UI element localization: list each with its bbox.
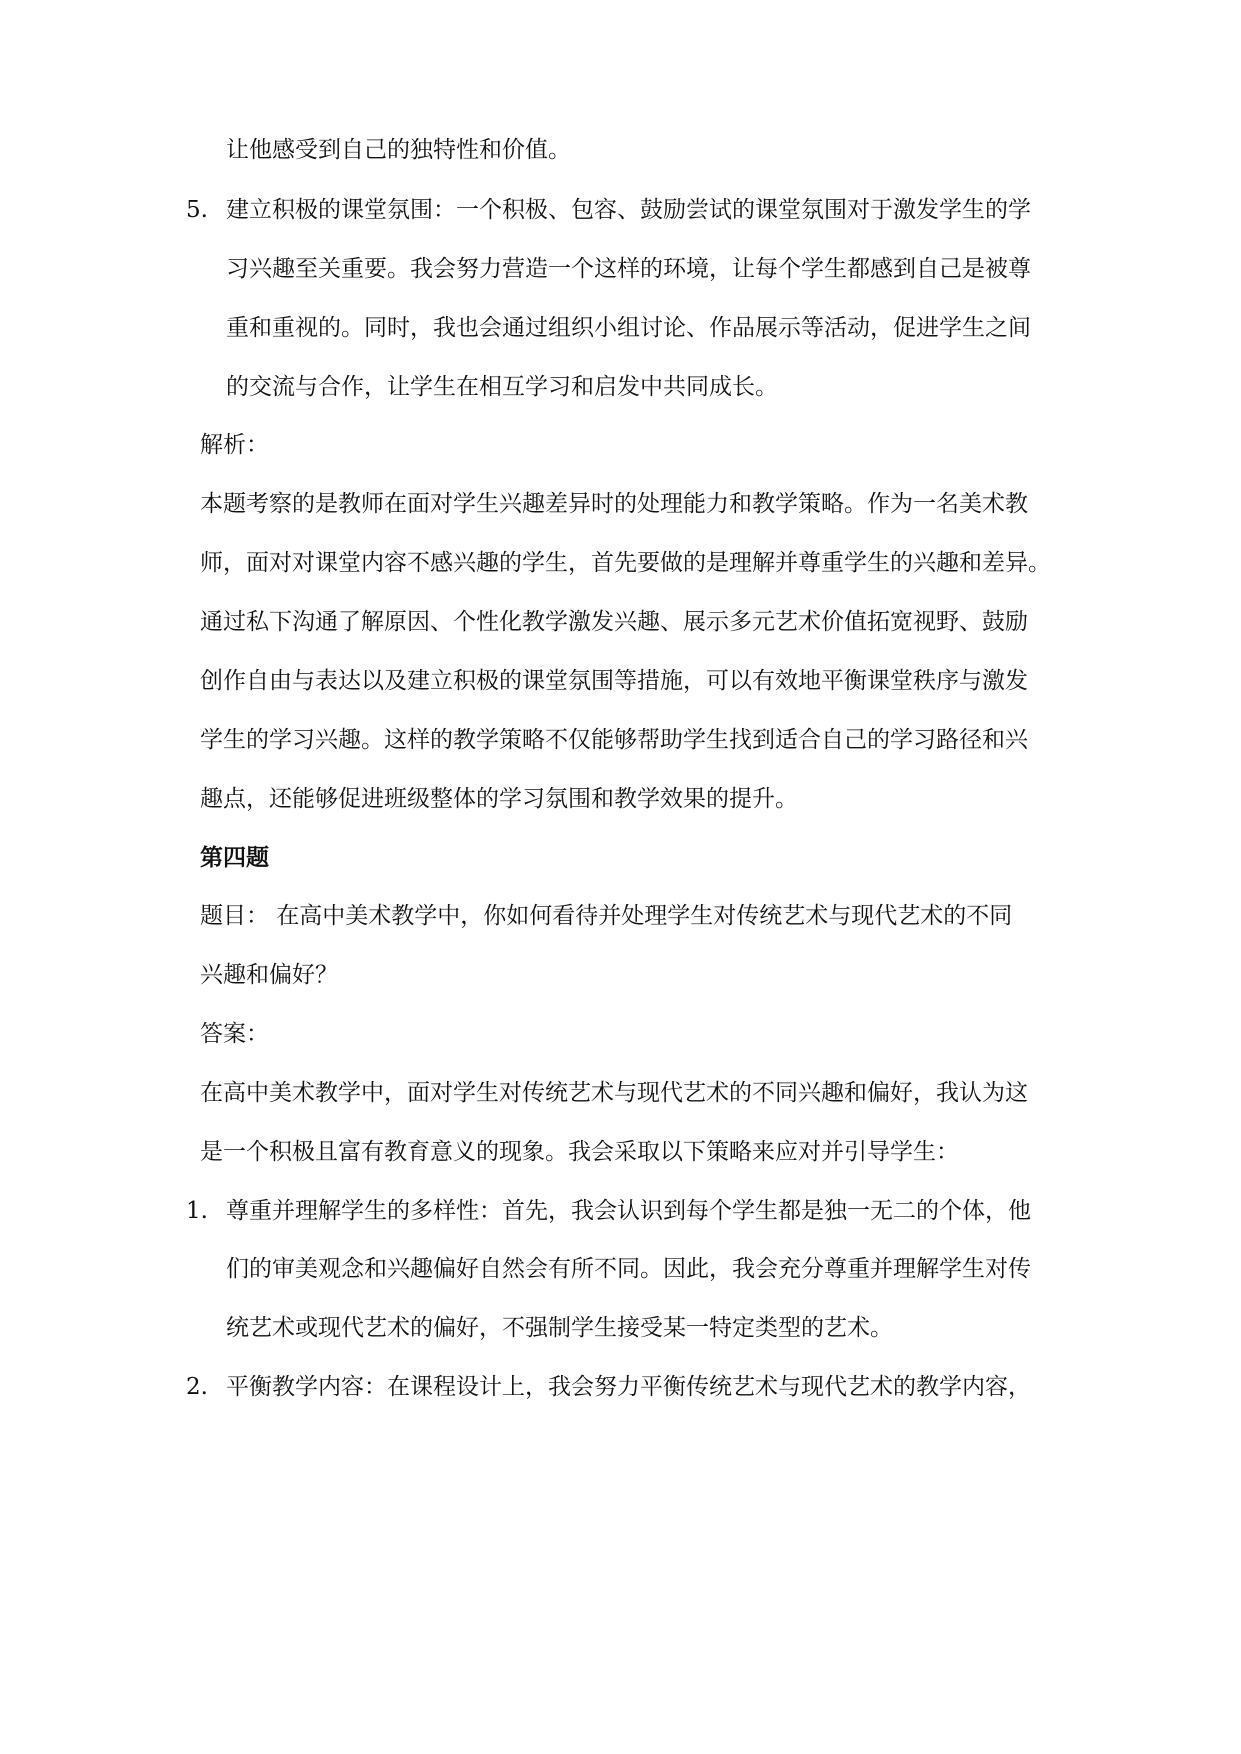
list-item-5-line: 习兴趣至关重要。我会努力营造一个这样的环境，让每个学生都感到自己是被尊 — [226, 256, 1031, 282]
answer-intro-line: 是一个积极且富有教育意义的现象。我会采取以下策略来应对并引导学生： — [200, 1139, 959, 1165]
analysis-line: 通过私下沟通了解原因、个性化教学激发兴趣、展示多元艺术价值拓宽视野、鼓励 — [200, 609, 1028, 635]
list-item-number-5: 5. — [186, 197, 208, 223]
list-item-5-line: 的交流与合作，让学生在相互学习和启发中共同成长。 — [226, 374, 778, 400]
list-item-continuation: 让他感受到自己的独特性和价值。 — [226, 137, 571, 163]
list-item-1-line: 们的审美观念和兴趣偏好自然会有所不同。因此，我会充分尊重并理解学生对传 — [226, 1256, 1031, 1282]
analysis-label: 解析： — [200, 432, 269, 458]
question-line: 题目： 在高中美术教学中，你如何看待并处理学生对传统艺术与现代艺术的不同 — [200, 903, 1013, 929]
answer-label: 答案： — [200, 1021, 269, 1047]
list-item-5-line: 重和重视的。同时，我也会通过组织小组讨论、作品展示等活动，促进学生之间 — [226, 315, 1031, 341]
analysis-line: 本题考察的是教师在面对学生兴趣差异时的处理能力和教学策略。作为一名美术教 — [200, 491, 1028, 517]
question-line: 兴趣和偏好？ — [200, 962, 338, 988]
analysis-line: 趣点，还能够促进班级整体的学习氛围和教学效果的提升。 — [200, 786, 798, 812]
list-item-number-1: 1. — [186, 1198, 208, 1224]
list-item-number-2: 2. — [186, 1374, 208, 1400]
section-title: 第四题 — [200, 844, 269, 871]
analysis-line: 师，面对对课堂内容不感兴趣的学生，首先要做的是理解并尊重学生的兴趣和差异。 — [200, 550, 1051, 576]
list-item-1-line: 统艺术或现代艺术的偏好，不强制学生接受某一特定类型的艺术。 — [226, 1315, 893, 1341]
list-item-1-line: 尊重并理解学生的多样性：首先，我会认识到每个学生都是独一无二的个体，他 — [226, 1198, 1031, 1224]
analysis-line: 创作自由与表达以及建立积极的课堂氛围等措施，可以有效地平衡课堂秩序与激发 — [200, 668, 1028, 694]
list-item-5-line: 建立积极的课堂氛围：一个积极、包容、鼓励尝试的课堂氛围对于激发学生的学 — [226, 197, 1031, 223]
analysis-line: 学生的学习兴趣。这样的教学策略不仅能够帮助学生找到适合自己的学习路径和兴 — [200, 727, 1028, 753]
list-item-2-line: 平衡教学内容：在课程设计上，我会努力平衡传统艺术与现代艺术的教学内容， — [226, 1374, 1031, 1400]
answer-intro-line: 在高中美术教学中，面对学生对传统艺术与现代艺术的不同兴趣和偏好，我认为这 — [200, 1080, 1028, 1106]
